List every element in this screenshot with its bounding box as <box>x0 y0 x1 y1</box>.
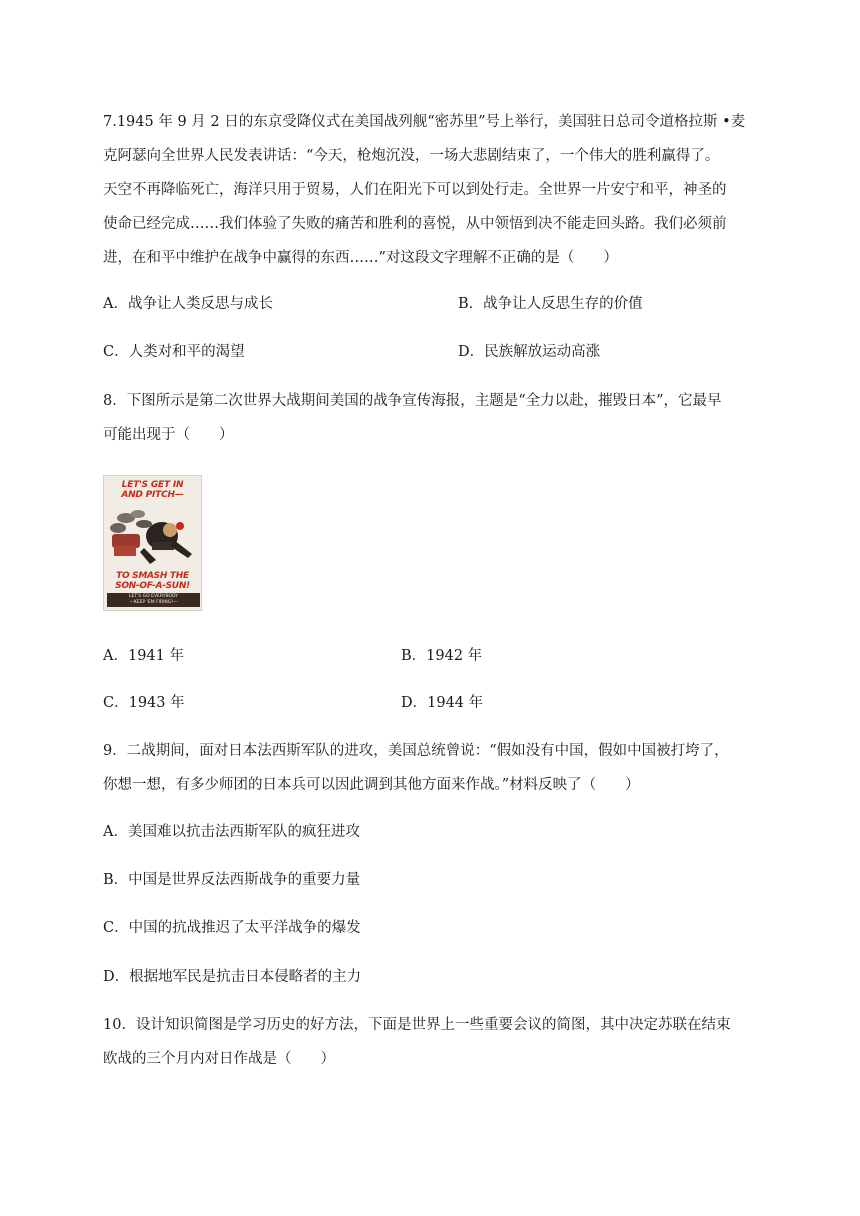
q7-stem-line-4: 使命已经完成……我们体验了失败的痛苦和胜利的喜悦，从中领悟到决不能走回头路。我们必须前 <box>103 216 727 232</box>
q9-stem-line-2: 你想一想，有多少师团的日本兵可以因此调到其他方面来作战。”材料反映了（ ） <box>103 777 640 793</box>
poster-band <box>107 593 200 607</box>
q9-option-b: B．中国是世界反法西斯战争的重要力量 <box>103 872 361 888</box>
q7-stem-line-3: 天空不再降临死亡，海洋只用于贸易，人们在阳光下可以到处行走。全世界一片安宁和平，神圣的 <box>103 182 727 198</box>
poster-bottom-text <box>104 571 201 591</box>
q10-stem-line-1: 10．设计知识简图是学习历史的好方法，下面是世界上一些重要会议的简图，其中决定苏联在结束 <box>103 1017 731 1033</box>
poster-band-text-2: —KEEP 'EM FIRING!— <box>129 600 178 605</box>
war-poster-image <box>103 475 202 611</box>
poster-top-text-2: AND PITCH— <box>121 490 184 500</box>
q9-option-c: C．中国的抗战推迟了太平洋战争的爆发 <box>103 920 361 936</box>
poster-band-text-1: LET'S GO EVERYBODY <box>129 594 178 599</box>
q9-option-a: A．美国难以抗击法西斯军队的疯狂进攻 <box>103 824 360 840</box>
poster-top-text <box>104 480 201 500</box>
q8-option-c: C．1943 年 <box>103 695 185 711</box>
poster-bottom-text-1: TO SMASH THE <box>116 571 189 581</box>
q8-option-a: A．1941 年 <box>103 648 184 664</box>
q7-stem-line-2: 克阿瑟向全世界人民发表讲话：“今天，枪炮沉没，一场大悲剧结束了，一个伟大的胜利赢得了。 <box>103 148 720 164</box>
q7-option-a: A．战争让人类反思与成长 <box>103 296 273 312</box>
poster-bottom-text-2: SON-OF-A-SUN! <box>115 581 190 591</box>
q10-stem-line-2: 欧战的三个月内对日作战是（ ） <box>103 1051 335 1067</box>
q8-stem-line-1: 8．下图所示是第二次世界大战期间美国的战争宣传海报，主题是“全力以赴，摧毁日本”，它最早 <box>103 393 722 409</box>
q7-stem-line-5: 进，在和平中维护在战争中赢得的东西……”对这段文字理解不正确的是（ ） <box>103 250 618 266</box>
q7-stem-line-1: 7.1945 年 9 月 2 日的东京受降仪式在美国战列舰“密苏里”号上举行，美国驻日总司令道格拉斯 •麦 <box>103 114 746 130</box>
q7-option-b: B．战争让人反思生存的价值 <box>458 296 643 312</box>
q8-stem-line-2: 可能出现于（ ） <box>103 427 234 443</box>
q7-option-c: C．人类对和平的渴望 <box>103 344 245 360</box>
poster-top-text-1: LET'S GET IN <box>121 480 184 490</box>
q7-option-d: D．民族解放运动高涨 <box>458 344 601 360</box>
q8-option-b: B．1942 年 <box>401 648 483 664</box>
poster-illustration <box>104 506 202 570</box>
q8-option-d: D．1944 年 <box>401 695 484 711</box>
q9-stem-line-1: 9．二战期间，面对日本法西斯军队的进攻，美国总统曾说：“假如没有中国，假如中国被打垮了， <box>103 743 729 759</box>
q9-option-d: D．根据地军民是抗击日本侵略者的主力 <box>103 969 362 985</box>
